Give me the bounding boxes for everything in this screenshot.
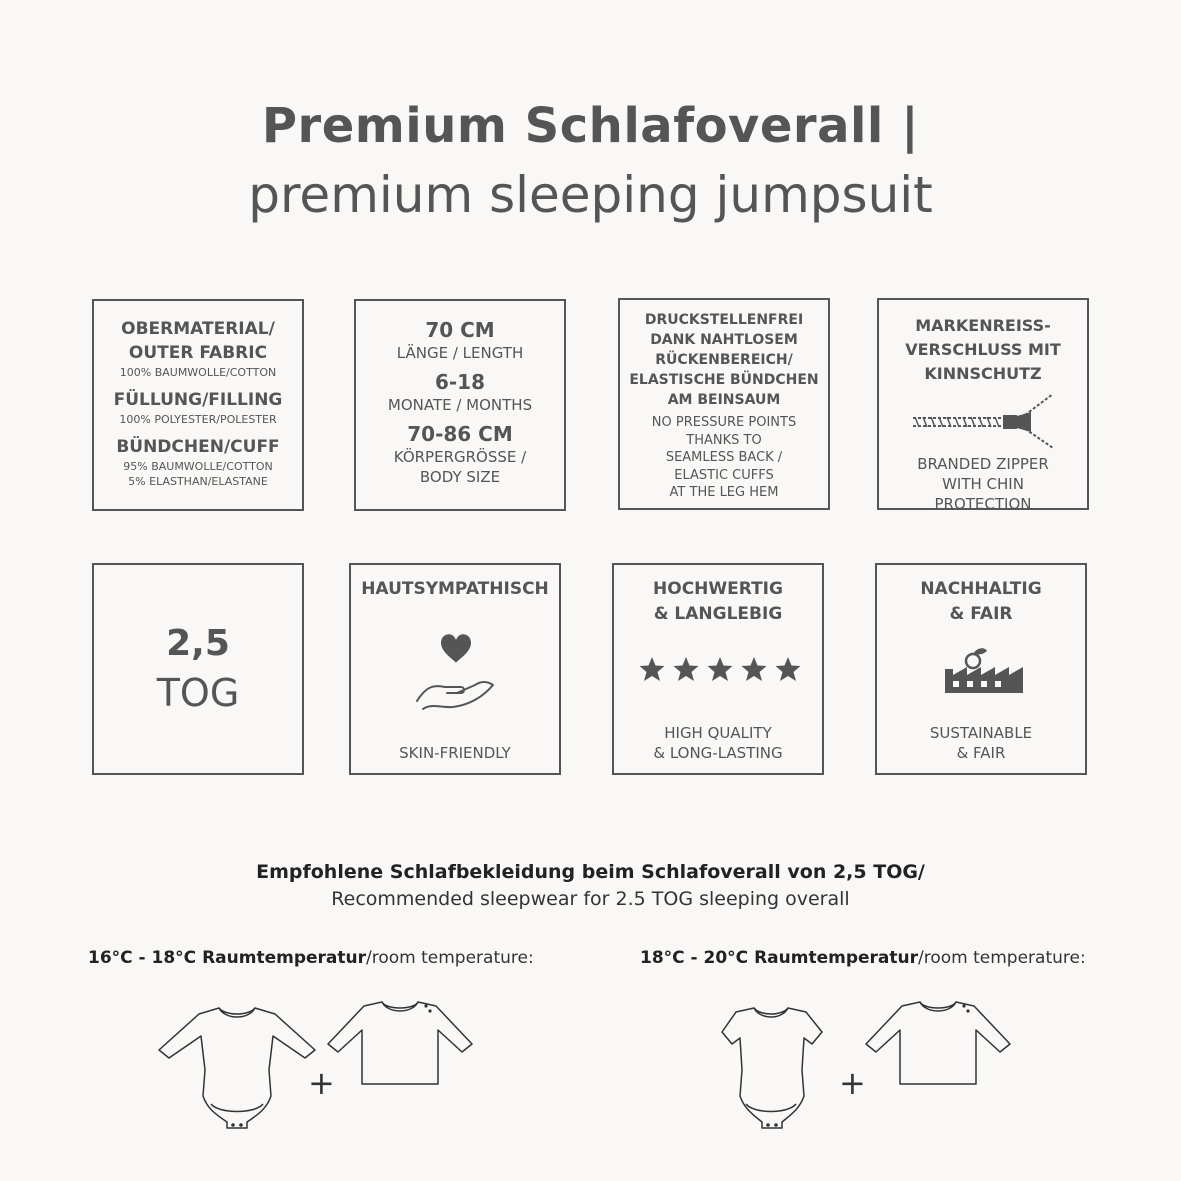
temperature-right-range: 18°C - 20°C Raumtemperatur: [640, 948, 918, 968]
star-icon: [708, 657, 733, 681]
tog-box: [92, 563, 304, 775]
long-sleeve-shirt-icon: [864, 998, 1012, 1090]
star-icon: [640, 657, 665, 681]
star-icon: [742, 657, 767, 681]
quality-box: [612, 563, 824, 775]
skin-friendly-title: HAUTSYMPATHISCH: [361, 579, 549, 599]
rating-stars: [638, 655, 802, 685]
length-label: LÄNGE / LENGTH: [396, 344, 524, 362]
size-box: [354, 299, 566, 511]
temperature-left-suffix: /room temperature:: [366, 948, 534, 968]
age-value: 6-18: [434, 370, 486, 394]
page-subtitle: premium sleeping jumpsuit: [248, 166, 933, 224]
outer-fabric-title: OBERMATERIAL/ OUTER FABRIC: [121, 319, 275, 363]
temperature-left-range: 16°C - 18°C Raumtemperatur: [88, 948, 366, 968]
zipper-title: MARKENREISS- VERSCHLUSS MIT KINNSCHUTZ: [905, 316, 1061, 383]
short-sleeve-bodysuit-icon: [718, 1000, 824, 1132]
temperature-right-suffix: /room temperature:: [918, 948, 1086, 968]
sustainable-footer: SUSTAINABLE & FAIR: [929, 724, 1033, 762]
cuff-title: BÜNDCHEN/CUFF: [116, 437, 280, 457]
long-sleeve-shirt-icon: [326, 998, 474, 1090]
material-box: [92, 299, 304, 511]
body-size-label: KÖRPERGRÖSSE / BODY SIZE: [393, 448, 527, 486]
tog-value: 2,5: [166, 623, 230, 664]
zipper-box: [877, 298, 1089, 513]
seamless-box: [618, 298, 830, 510]
temperature-right: [640, 948, 1086, 968]
tog-label: TOG: [156, 671, 240, 715]
star-icon: [674, 657, 699, 681]
sustainable-title: NACHHALTIG & FAIR: [920, 579, 1042, 624]
skin-friendly-box: [349, 563, 561, 775]
seamless-subtitle: NO PRESSURE POINTS THANKS TO SEAMLESS BACK / ELASTIC CUFFS AT THE LEG HEM: [651, 415, 797, 500]
outer-fabric-value: 100% BAUMWOLLE/COTTON: [119, 366, 277, 379]
long-sleeve-bodysuit-icon: [155, 1000, 319, 1132]
body-size-value: 70-86 CM: [407, 422, 513, 446]
heart-hand-icon: [413, 629, 499, 715]
page-title: Premium Schlafoverall |: [261, 98, 920, 154]
plus-sign-left: +: [308, 1064, 335, 1102]
age-label: MONATE / MONTHS: [387, 396, 533, 414]
plus-sign-right: +: [839, 1064, 866, 1102]
seamless-title: DRUCKSTELLENFREI DANK NAHTLOSEM RÜCKENBEREICH/ ELASTISCHE BÜNDCHEN AM BEINSAUM: [629, 312, 819, 408]
skin-friendly-footer: SKIN-FRIENDLY: [399, 744, 511, 762]
temperature-left: [88, 948, 534, 968]
star-icon: [776, 657, 801, 681]
filling-value: 100% POLYESTER/POLESTER: [119, 413, 277, 426]
quality-footer: HIGH QUALITY & LONG-LASTING: [653, 724, 783, 762]
sustainable-box: [875, 563, 1087, 775]
quality-title: HOCHWERTIG & LANGLEBIG: [653, 579, 783, 624]
factory-leaf-icon: [943, 647, 1025, 695]
cuff-value: 95% BAUMWOLLE/COTTON 5% ELASTHAN/ELASTANE: [123, 460, 273, 488]
filling-title: FÜLLUNG/FILLING: [113, 390, 283, 410]
recommendation-subheading: Recommended sleepwear for 2.5 TOG sleeping overall: [331, 888, 850, 910]
recommendation-heading: Empfohlene Schlafbekleidung beim Schlafoverall von 2,5 TOG/: [256, 861, 925, 883]
zipper-icon: [903, 388, 1063, 452]
zipper-subtitle: BRANDED ZIPPER WITH CHIN PROTECTION: [917, 455, 1049, 513]
length-value: 70 CM: [425, 318, 495, 342]
